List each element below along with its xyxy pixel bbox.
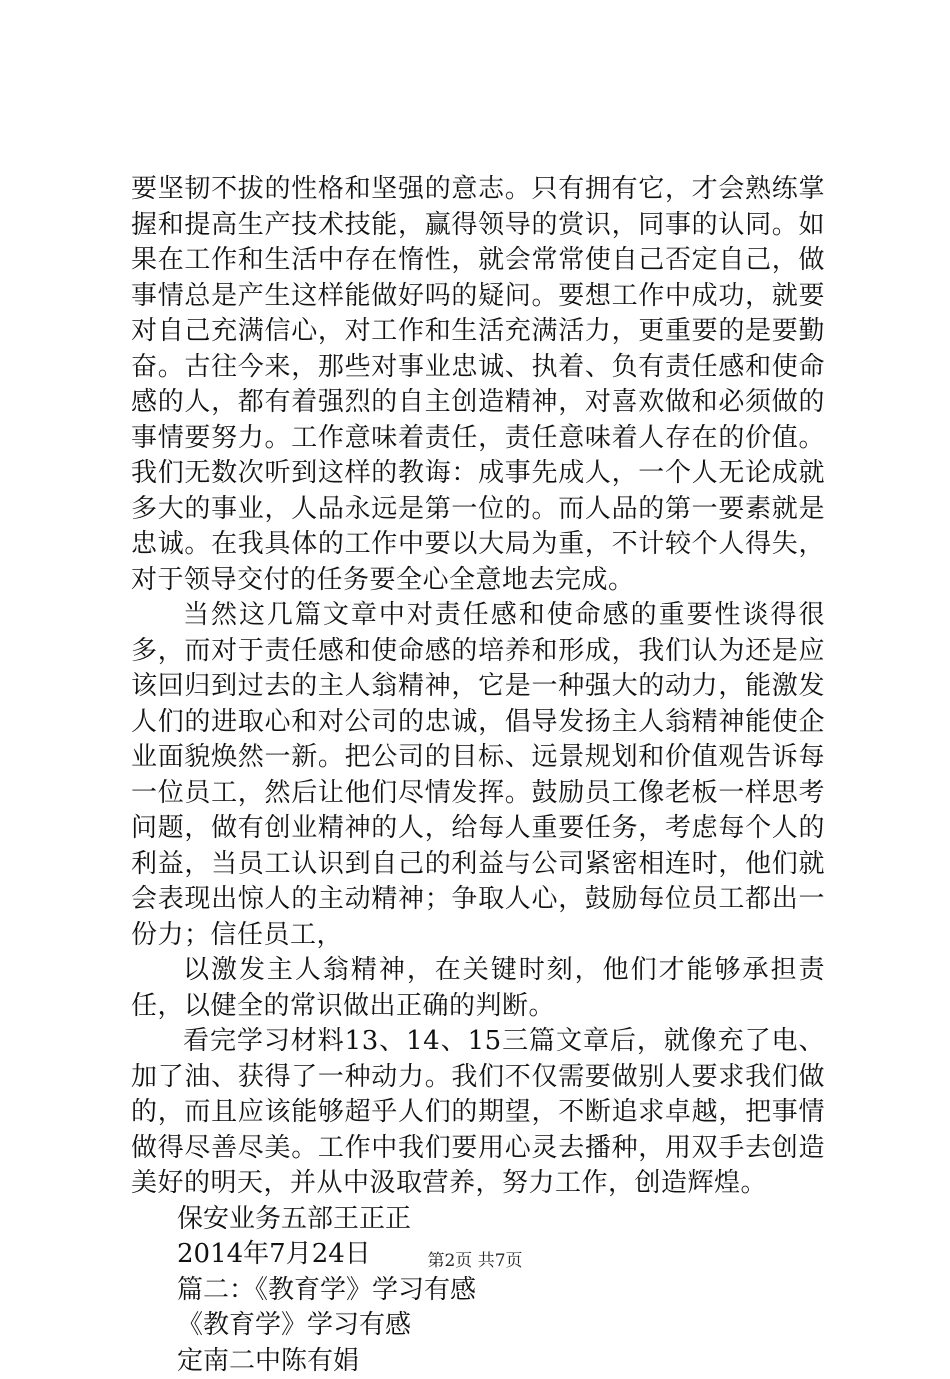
section-title: 《教育学》学习有感 [131,1308,825,1344]
page-number-footer: 第2页 共7页 [0,1246,950,1271]
document-body [131,172,825,1379]
author: 定南二中陈有娟 [131,1344,825,1379]
date: 2014年7月24日 [131,1237,825,1273]
paragraph-4: 看完学习材料13、14、15三篇文章后，就像充了电、加了油、获得了一种动力。我们不仅需要做别人要求我们做的，而且应该能够超乎人们的期望，不断追求卓越，把事情做得尽善尽美。工作中我们要用心灵去播种，用双手去创造美好的明天，并从中汲取营养，努力工作，创造辉煌。 [131,1024,825,1202]
paragraph-3: 以激发主人翁精神，在关键时刻，他们才能够承担责任，以健全的常识做出正确的判断。 [131,953,825,1024]
section-heading: 篇二：《教育学》学习有感 [131,1273,825,1309]
paragraph-2: 当然这几篇文章中对责任感和使命感的重要性谈得很多，而对于责任感和使命感的培养和形成，我们认为还是应该回归到过去的主人翁精神，它是一种强大的动力，能激发人们的进取心和对公司的忠诚，倡导发扬主人翁精神能使企业面貌焕然一新。把公司的目标、远景规划和价值观告诉每一位员工，然后让他们尽情发挥。鼓励员工像老板一样思考问题，做有创业精神的人，给每人重要任务，考虑每个人的利益，当员工认识到自己的利益与公司紧密相连时，他们就会表现出惊人的主动精神；争取人心，鼓励每位员工都出一份力；信任员工， [131,598,825,953]
signature: 保安业务五部王正正 [131,1202,825,1238]
paragraph-1: 要坚韧不拔的性格和坚强的意志。只有拥有它，才会熟练掌握和提高生产技术技能，赢得领导的赏识，同事的认同。如果在工作和生活中存在惰性，就会常常使自己否定自己，做事情总是产生这样能做好吗的疑问。要想工作中成功，就要对自己充满信心，对工作和生活充满活力，更重要的是要勤奋。古往今来，那些对事业忠诚、执着、负有责任感和使命感的人，都有着强烈的自主创造精神，对喜欢做和必须做的事情要努力。工作意味着责任，责任意味着人存在的价值。我们无数次听到这样的教诲：成事先成人，一个人无论成就多大的事业，人品永远是第一位的。而人品的第一要素就是忠诚。在我具体的工作中要以大局为重，不计较个人得失，对于领导交付的任务要全心全意地去完成。 [131,172,825,598]
